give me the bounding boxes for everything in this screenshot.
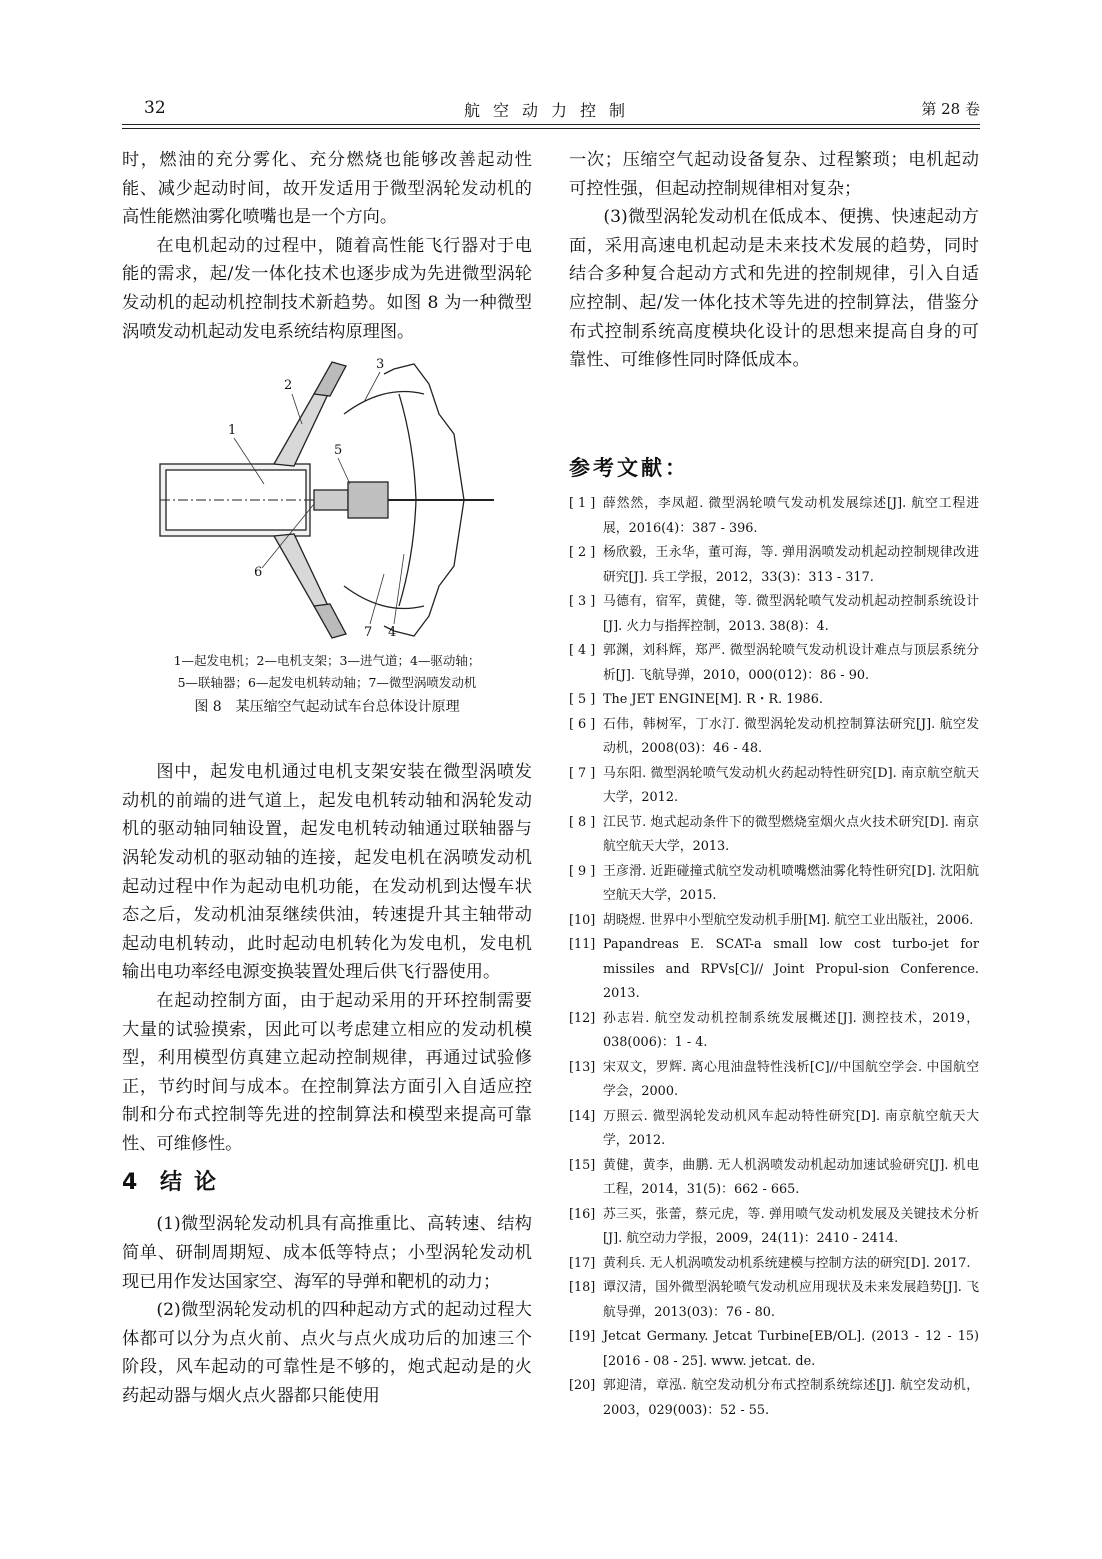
paragraph: (1)微型涡轮发动机具有高推重比、高转速、结构简单、研制周期短、成本低等特点；小型涡轮发动机现已用作发达国家空、海军的导弹和靶机的动力； <box>122 1214 532 1292</box>
paragraph: 时，燃油的充分雾化、充分燃烧也能够改善起动性能、减少起动时间，故开发适用于微型涡轮发动机的高性能燃油雾化喷嘴也是一个方向。 <box>122 150 532 228</box>
reference-item <box>569 1203 979 1252</box>
reference-tag: [19] <box>569 1329 596 1344</box>
reference-text: 杨欣毅，王永华，董可海，等. 弹用涡喷发动机起动控制规律改进研究[J]. 兵工学报，2012，33(3)：313 - 317. <box>603 545 979 585</box>
reference-text: 黄利兵. 无人机涡喷发动机系统建模与控制方法的研究[D]. 2017. <box>603 1255 971 1271</box>
reference-item <box>569 1325 979 1374</box>
reference-text: 江民节. 炮式起动条件下的微型燃烧室烟火点火技术研究[D]. 南京航空航天大学，2013. <box>603 814 979 854</box>
reference-tag: [16] <box>569 1206 596 1222</box>
figure-8 <box>122 346 532 758</box>
reference-tag: [ 9 ] <box>569 863 596 879</box>
reference-tag: [ 7 ] <box>569 765 596 781</box>
reference-item <box>569 713 979 762</box>
reference-text: 万照云. 微型涡轮发动机风车起动特性研究[D]. 南京航空航天大学，2012. <box>603 1108 979 1148</box>
section-heading <box>122 1166 532 1200</box>
running-header <box>122 98 980 126</box>
reference-tag: [14] <box>569 1108 596 1124</box>
reference-text: 谭汉清，国外微型涡轮喷气发动机应用现状及未来发展趋势[J]. 飞航导弹，2013(03)：76 - 80. <box>603 1280 979 1320</box>
reference-item <box>569 1252 979 1277</box>
reference-text: 马德有，宿军，黄健，等. 微型涡轮喷气发动机起动控制系统设计[J]. 火力与指挥控制，2013. 38(8)：4. <box>603 594 979 634</box>
reference-tag: [18] <box>569 1280 596 1295</box>
page-number: 32 <box>144 98 166 118</box>
reference-text: 胡晓煜. 世界中小型航空发动机手册[M]. 航空工业出版社，2006. <box>603 912 974 928</box>
reference-text: 马东阳. 微型涡轮喷气发动机火药起动特性研究[D]. 南京航空航天大学，2012. <box>603 765 979 805</box>
reference-list <box>569 492 979 1423</box>
reference-text: 薛然然，李凤超. 微型涡轮喷气发动机发展综述[J]. 航空工程进展，2016(4)：387 - 396. <box>603 496 979 536</box>
reference-item <box>569 1276 979 1325</box>
figure-legend-line-2: 5—联轴器；6—起发电机转动轴；7—微型涡喷发动机 <box>177 675 477 691</box>
fig-label-3: 3 <box>376 357 385 373</box>
fig-label-5: 5 <box>334 443 343 459</box>
reference-tag: [ 8 ] <box>569 814 596 830</box>
fig-label-2: 2 <box>284 378 293 394</box>
reference-tag: [15] <box>569 1157 596 1173</box>
figure-caption: 图 8 某压缩空气起动试车台总体设计原理 <box>194 699 460 716</box>
header-rule-bottom <box>122 128 980 129</box>
reference-item <box>569 762 979 811</box>
reference-item <box>569 492 979 541</box>
reference-item <box>569 811 979 860</box>
reference-text: 黄健，黄李，曲鹏. 无人机涡喷发动机起动加速试验研究[J]. 机电工程，2014，31(5)：662 - 665. <box>603 1157 979 1197</box>
left-column <box>122 146 532 1411</box>
reference-text: 宋双文，罗辉. 离心甩油盘特性浅析[C]//中国航空学会. 中国航空学会，2000. <box>603 1059 979 1099</box>
reference-item <box>569 590 979 639</box>
reference-tag: [ 6 ] <box>569 716 596 732</box>
engine-diagram <box>154 354 504 654</box>
reference-text: Papandreas E. SCAT-a small low cost turbo-jet for missiles and RPVs[C]// Joint Propul-sion Conference. 2013. <box>603 937 979 1001</box>
fig-label-6: 6 <box>254 565 263 581</box>
reference-tag: [ 1 ] <box>569 496 596 511</box>
journal-title: 航空动力控制 <box>463 101 638 120</box>
reference-text: 郭渊，刘科辉，郑严. 微型涡轮喷气发动机设计难点与顶层系统分析[J]. 飞航导弹，2010，000(012)：86 - 90. <box>603 643 979 683</box>
reference-item <box>569 541 979 590</box>
paragraph: (3)微型涡轮发动机在低成本、便携、快速起动方面，采用高速电机起动是未来技术发展的趋势，同时结合多种复合起动方式和先进的控制规律，引入自适应控制、起/发一体化技术等先进的控制算法，借鉴分布式控制系统高度模块化设计的思想来提高自身的可靠性、可维修性同时降低成本。 <box>569 207 979 371</box>
reference-tag: [12] <box>569 1010 596 1026</box>
reference-tag: [ 5 ] <box>569 692 596 707</box>
reference-tag: [ 4 ] <box>569 643 596 658</box>
figure-legend-line-1: 1—起发电机；2—电机支架；3—进气道；4—驱动轴； <box>173 653 481 669</box>
reference-text: 王彦滑. 近距碰撞式航空发动机喷嘴燃油雾化特性研究[D]. 沈阳航空航天大学，2015. <box>603 863 979 903</box>
section-number: 4 <box>122 1170 138 1196</box>
references-heading: 参考文献： <box>569 456 689 480</box>
right-column <box>569 146 979 1546</box>
reference-tag: [ 3 ] <box>569 594 596 609</box>
volume-label: 第 28 卷 <box>921 100 980 118</box>
paragraph: (2)微型涡轮发动机的四种起动方式的起动过程大体都可以分为点火前、点火与点火成功后的加速三个阶段，风车起动的可靠性是不够的，炮式起动是的火药起动器与烟火点火器都只能使用 <box>122 1300 532 1407</box>
reference-item <box>569 688 979 713</box>
paragraph: 在起动控制方面，由于起动采用的开环控制需要大量的试验摸索，因此可以考虑建立相应的发动机模型，利用模型仿真建立起动控制规律，再通过试验修正，节约时间与成本。在控制算法方面引入自适应控制和分布式控制等先进的控制算法和模型来提高可靠性、可维修性。 <box>122 990 532 1154</box>
reference-text: 石伟，韩树军，丁水汀. 微型涡轮发动机控制算法研究[J]. 航空发动机，2008(03)：46 - 48. <box>603 716 979 756</box>
reference-tag: [17] <box>569 1255 596 1271</box>
reference-item <box>569 860 979 909</box>
reference-item <box>569 639 979 688</box>
reference-text: The JET ENGINE[M]. R・R. 1986. <box>603 692 823 707</box>
section-title: 结论 <box>160 1170 229 1196</box>
paragraph: 在电机起动的过程中，随着高性能飞行器对于电能的需求，起/发一体化技术也逐步成为先进微型涡轮发动机的起动机控制技术新趋势。如图 8 为一种微型涡喷发动机起动发电系统结构原理图。 <box>122 235 532 342</box>
reference-item <box>569 909 979 934</box>
fig-label-1: 1 <box>228 423 237 439</box>
reference-item <box>569 1154 979 1203</box>
reference-item <box>569 1056 979 1105</box>
reference-text: 孙志岩. 航空发动机控制系统发展概述[J]. 测控技术，2019，038(006)：1 - 4. <box>603 1010 979 1050</box>
reference-tag: [20] <box>569 1378 596 1393</box>
reference-item <box>569 1374 979 1423</box>
reference-tag: [11] <box>569 937 596 952</box>
fig-label-4: 4 <box>388 625 397 641</box>
fig-label-7: 7 <box>364 625 373 641</box>
reference-text: Jetcat Germany. Jetcat Turbine[EB/OL]. (2013 - 12 - 15)[2016 - 08 - 25]. www. jetcat. de. <box>603 1329 979 1369</box>
reference-item <box>569 933 979 1007</box>
reference-tag: [10] <box>569 912 596 928</box>
paragraph: 一次；压缩空气起动设备复杂、过程繁琐；电机起动可控性强，但起动控制规律相对复杂； <box>569 150 979 199</box>
reference-tag: [ 2 ] <box>569 545 596 560</box>
reference-tag: [13] <box>569 1059 596 1075</box>
reference-item <box>569 1105 979 1154</box>
reference-text: 郭迎清，章泓. 航空发动机分布式控制系统综述[J]. 航空发动机，2003，029(003)：52 - 55. <box>603 1378 979 1418</box>
header-rule-top <box>122 124 980 125</box>
paragraph: 图中，起发电机通过电机支架安装在微型涡喷发动机的前端的进气道上，起发电机转动轴和涡轮发动机的驱动轴同轴设置，起发电机转动轴通过联轴器与涡轮发动机的驱动轴的连接，起发电机在涡喷发动机起动过程中作为起动电机功能，在发动机到达慢车状态之后，发动机油泵继续供油，转速提升其主轴带动起动电机转动，此时起动电机转化为发电机，发电机输出电功率经电源变换装置处理后供飞行器使用。 <box>122 762 532 983</box>
reference-item <box>569 1007 979 1056</box>
reference-text: 苏三买，张蕾，蔡元虎，等. 弹用喷气发动机发展及关键技术分析[J]. 航空动力学报，2009，24(11)：2410 - 2414. <box>603 1206 979 1246</box>
